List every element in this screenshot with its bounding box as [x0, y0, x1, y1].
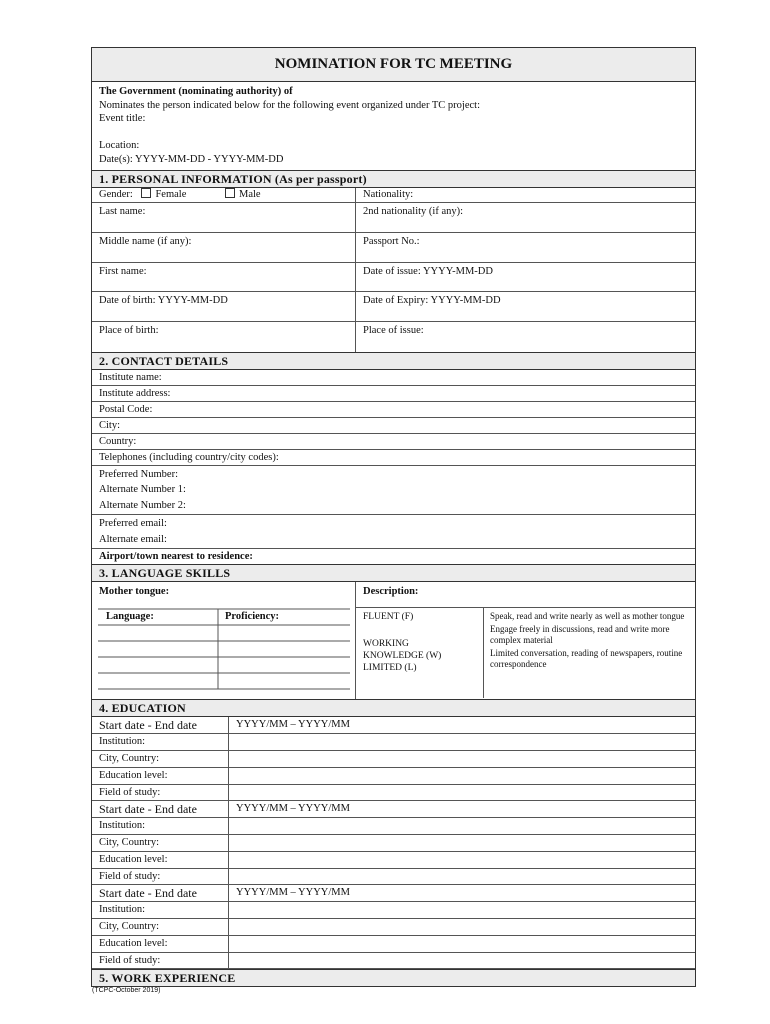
gender-field — [92, 188, 356, 202]
level-fluent: FLUENT (F) — [363, 612, 414, 623]
airport-field[interactable]: Airport/town nearest to residence: — [99, 551, 253, 563]
education-field-label: Institution: — [92, 902, 229, 918]
contact-field[interactable]: City: — [92, 418, 695, 434]
gender-label: Gender: — [99, 189, 133, 200]
personal-field-left[interactable]: Last name: — [92, 203, 356, 232]
education-field-input[interactable] — [229, 852, 695, 868]
personal-field-right[interactable]: Date of Expiry: YYYY-MM-DD — [363, 295, 501, 307]
education-field-row — [92, 818, 695, 835]
personal-field-right[interactable]: Date of issue: YYYY-MM-DD — [363, 265, 493, 277]
form-title: NOMINATION FOR TC MEETING — [92, 48, 695, 82]
level-descriptions — [484, 608, 695, 698]
personal-row — [92, 203, 695, 233]
personal-field-left[interactable]: Middle name (if any): — [92, 233, 356, 262]
education-field-input[interactable] — [229, 953, 695, 969]
education-field-row — [92, 835, 695, 852]
personal-rows — [92, 203, 695, 352]
section-personal-information: 1. PERSONAL INFORMATION (As per passport) — [92, 170, 695, 188]
education-field-label: Field of study: — [92, 785, 229, 801]
alternate-email-field[interactable]: Alternate email: — [99, 534, 167, 546]
proficiency-description-area — [356, 582, 695, 699]
education-field-label: City, Country: — [92, 835, 229, 851]
email-block — [92, 515, 695, 549]
personal-field-right[interactable]: Place of issue: — [363, 325, 424, 337]
education-field-input[interactable] — [229, 818, 695, 834]
nationality-field[interactable]: Nationality: — [363, 189, 414, 200]
female-option[interactable] — [141, 189, 186, 200]
education-field-input[interactable] — [229, 919, 695, 935]
male-option[interactable] — [225, 189, 261, 200]
personal-field-right[interactable]: 2nd nationality (if any): — [363, 206, 464, 217]
dates-field[interactable]: Date(s): YYYY-MM-DD - YYYY-MM-DD — [99, 153, 284, 165]
education-field-row — [92, 768, 695, 785]
language-block — [92, 582, 695, 700]
education-field-label: Education level: — [92, 852, 229, 868]
education-date-label: Start date - End date — [92, 717, 229, 733]
education-date-row — [92, 717, 695, 734]
education-field-row — [92, 919, 695, 936]
education-field-row — [92, 902, 695, 919]
female-label: Female — [155, 189, 187, 200]
education-field-label: Institution: — [92, 818, 229, 834]
education-field-label: Education level: — [92, 768, 229, 784]
personal-row — [92, 233, 695, 263]
nominating-authority: The Government (nominating authority) of — [99, 86, 293, 97]
education-field-input[interactable] — [229, 869, 695, 885]
level-limited: LIMITED (L) — [363, 663, 417, 674]
education-field-label: Field of study: — [92, 953, 229, 969]
personal-row — [92, 292, 695, 322]
education-field-input[interactable] — [229, 734, 695, 750]
personal-row — [92, 263, 695, 293]
proficiency-column-header: Proficiency: — [225, 611, 280, 623]
phone-block — [92, 466, 695, 516]
preferred-email-field[interactable]: Preferred email: — [99, 518, 167, 530]
preferred-number-field[interactable]: Preferred Number: — [99, 468, 179, 480]
section-work-experience: 5. WORK EXPERIENCE — [92, 969, 695, 986]
personal-row — [92, 322, 695, 352]
education-blocks — [92, 717, 695, 969]
education-field-row — [92, 953, 695, 970]
education-field-label: City, Country: — [92, 751, 229, 767]
education-date-value[interactable]: YYYY/MM – YYYY/MM — [236, 719, 350, 731]
male-checkbox[interactable] — [225, 188, 235, 198]
location-field[interactable]: Location: — [99, 140, 140, 151]
education-date-value[interactable]: YYYY/MM – YYYY/MM — [236, 887, 350, 899]
level-desc-limited: Limited conversation, reading of newspapers, routine correspondence — [490, 647, 683, 670]
education-date-row — [92, 801, 695, 818]
education-field-label: Institution: — [92, 734, 229, 750]
education-field-input[interactable] — [229, 902, 695, 918]
section-contact-details: 2. CONTACT DETAILS — [92, 352, 695, 370]
personal-field-right[interactable]: Passport No.: — [363, 235, 420, 247]
level-desc-fluent: Speak, read and write nearly as well as mother tongue — [490, 611, 685, 622]
education-field-input[interactable] — [229, 785, 695, 801]
level-table — [356, 608, 695, 698]
nominates-text: Nominates the person indicated below for the following event organized under TC project: — [99, 99, 481, 111]
education-field-row — [92, 734, 695, 751]
male-label: Male — [238, 189, 261, 200]
mother-tongue-field[interactable]: Mother tongue: — [99, 586, 170, 598]
personal-field-left[interactable]: First name: — [92, 263, 356, 292]
alternate-number-2-field[interactable]: Alternate Number 2: — [99, 499, 186, 511]
level-working: WORKING KNOWLEDGE (W) — [363, 639, 442, 662]
education-field-row — [92, 936, 695, 953]
language-table-area — [92, 582, 356, 699]
section-education: 4. EDUCATION — [92, 700, 695, 717]
nomination-form — [91, 47, 696, 987]
personal-field-left[interactable]: Date of birth: YYYY-MM-DD — [92, 292, 356, 321]
contact-lines — [92, 370, 695, 466]
education-field-label: City, Country: — [92, 919, 229, 935]
education-field-input[interactable] — [229, 751, 695, 767]
level-desc-working: Engage freely in discussions, read and write more complex material — [490, 623, 670, 646]
education-date-value[interactable]: YYYY/MM – YYYY/MM — [236, 803, 350, 815]
education-field-row — [92, 852, 695, 869]
section-language-skills: 3. LANGUAGE SKILLS — [92, 564, 695, 582]
contact-field[interactable]: Institute name: — [92, 370, 695, 386]
gender-row — [92, 188, 695, 203]
contact-field[interactable]: Telephones (including country/city codes): — [92, 450, 695, 466]
education-field-input[interactable] — [229, 835, 695, 851]
contact-field[interactable]: Institute address: — [92, 386, 695, 402]
education-field-input[interactable] — [229, 936, 695, 952]
education-field-label: Field of study: — [92, 869, 229, 885]
education-date-label: Start date - End date — [92, 801, 229, 817]
female-checkbox[interactable] — [141, 188, 151, 198]
contact-field[interactable]: Country: — [92, 434, 695, 450]
contact-field[interactable]: Postal Code: — [92, 402, 695, 418]
education-field-input[interactable] — [229, 768, 695, 784]
education-field-label: Education level: — [92, 936, 229, 952]
form-header — [92, 82, 695, 170]
education-field-row — [92, 869, 695, 886]
education-date-label: Start date - End date — [92, 885, 229, 901]
description-label: Description: — [356, 582, 695, 608]
alternate-number-1-field[interactable]: Alternate Number 1: — [99, 484, 186, 496]
education-field-row — [92, 751, 695, 768]
language-column-header: Language: — [106, 611, 154, 623]
education-field-row — [92, 785, 695, 802]
education-date-row — [92, 885, 695, 902]
form-version-footer: (TCPC-October 2019) — [92, 987, 161, 994]
level-names — [356, 608, 484, 698]
event-title-field[interactable]: Event title: — [99, 113, 146, 124]
personal-field-left[interactable]: Place of birth: — [92, 322, 356, 352]
